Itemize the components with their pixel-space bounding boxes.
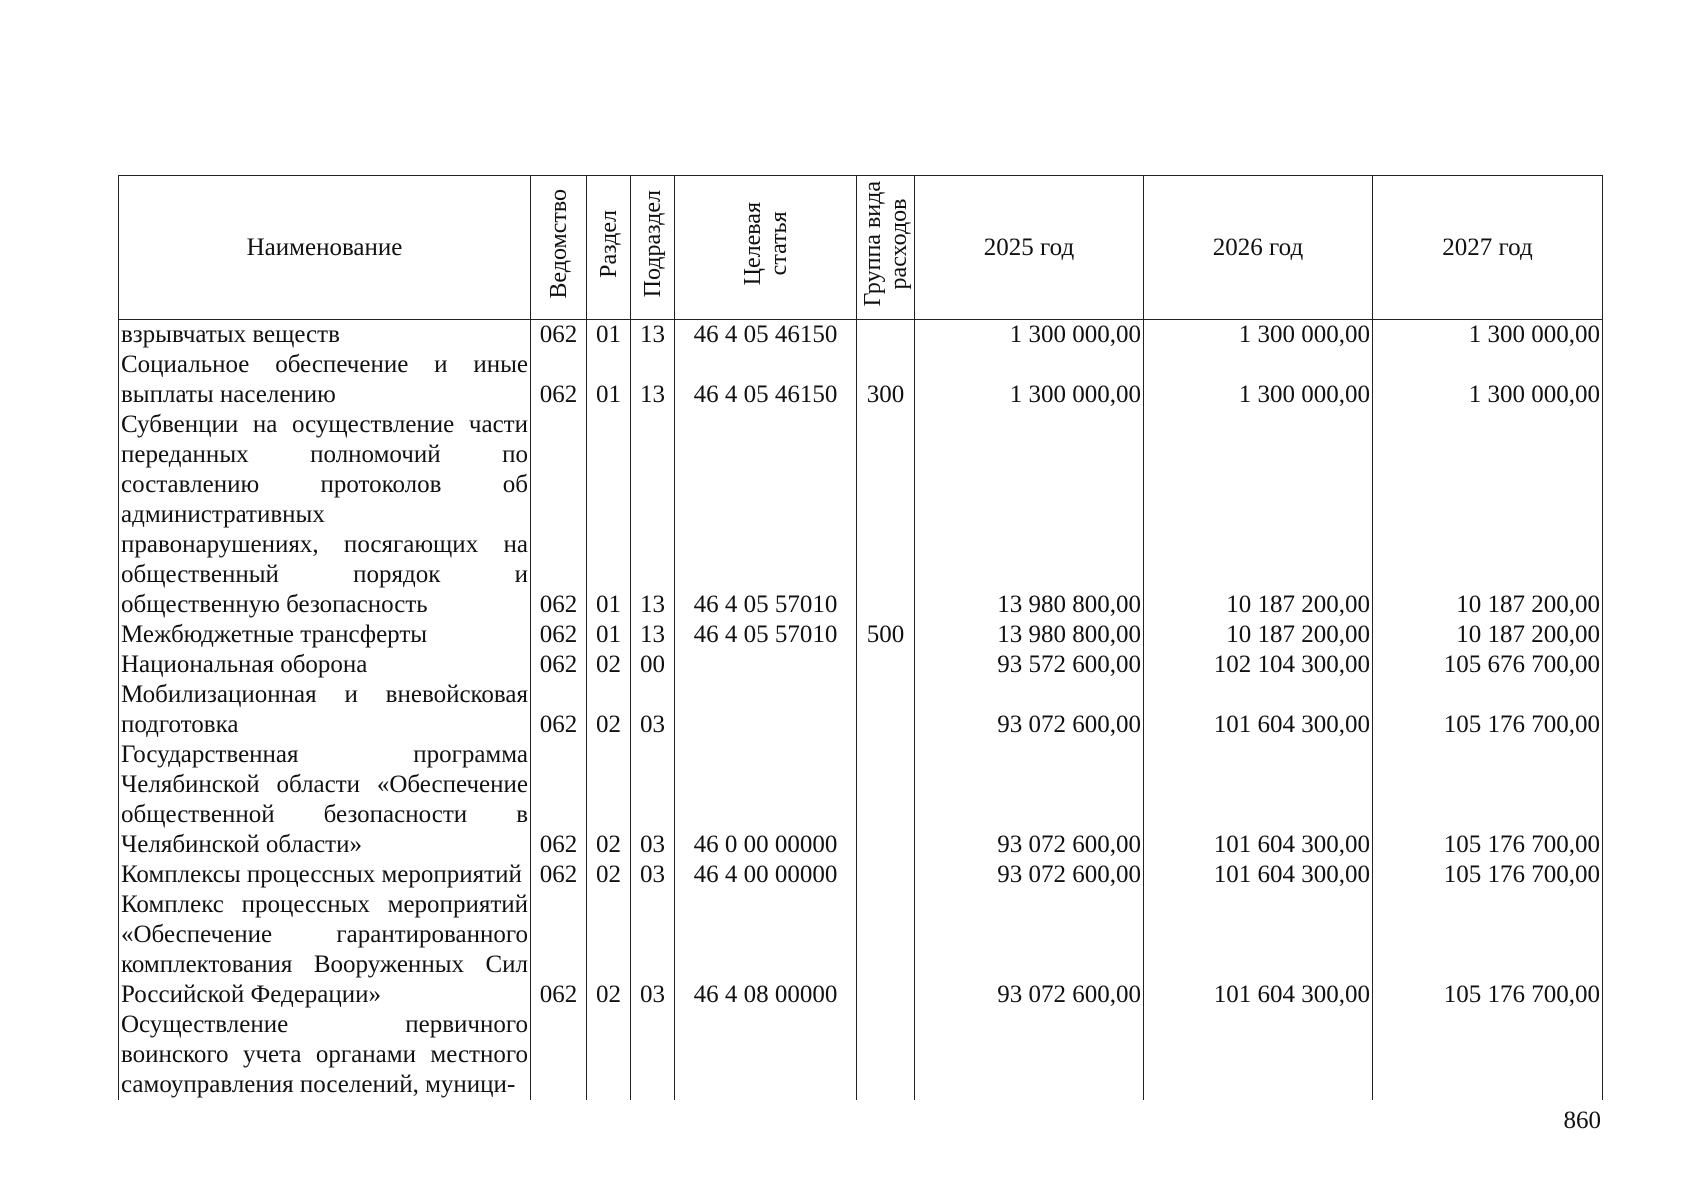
table-row [119,680,1603,740]
cell-vedomstvo: 062 [531,350,587,410]
cell-2026: 10 187 200,00 [1144,620,1373,650]
header-2027: 2027 год [1373,176,1603,320]
cell-2027: 1 300 000,00 [1373,320,1603,351]
cell-expense-group [857,860,915,890]
cell-2025 [915,1010,1144,1100]
cell-2025: 93 072 600,00 [915,680,1144,740]
cell-vedomstvo: 062 [531,860,587,890]
cell-name: Социальное обеспечение и иные выплаты населению [119,350,531,410]
cell-target-article: 46 4 08 00000 [675,890,857,1010]
cell-name: Субвенции на осуществление части переданных полномочий по составлению протоколов об административных правонарушениях, посягающих на общественный порядок и общественную безопасность [119,410,531,620]
cell-2025: 93 072 600,00 [915,740,1144,860]
cell-razdel: 02 [587,890,631,1010]
cell-expense-group [857,890,915,1010]
cell-vedomstvo: 062 [531,320,587,351]
page-number: 860 [1563,1107,1601,1134]
table-row [119,650,1603,680]
cell-expense-group [857,650,915,680]
table-row [119,1010,1603,1100]
table-header-row [119,176,1603,320]
cell-2027: 10 187 200,00 [1373,620,1603,650]
table-row [119,890,1603,1010]
cell-target-article: 46 4 05 57010 [675,620,857,650]
table-row [119,740,1603,860]
cell-podrazdel: 03 [631,860,675,890]
cell-expense-group [857,320,915,351]
cell-2026: 101 604 300,00 [1144,680,1373,740]
cell-podrazdel: 13 [631,410,675,620]
cell-2026: 101 604 300,00 [1144,740,1373,860]
cell-2027 [1373,1010,1603,1100]
cell-vedomstvo: 062 [531,890,587,1010]
cell-vedomstvo: 062 [531,650,587,680]
cell-podrazdel: 03 [631,740,675,860]
cell-expense-group [857,740,915,860]
cell-podrazdel [631,1010,675,1100]
cell-podrazdel: 13 [631,350,675,410]
cell-2025: 93 072 600,00 [915,860,1144,890]
budget-table [118,175,1603,1100]
cell-2027: 105 176 700,00 [1373,890,1603,1010]
cell-2025: 1 300 000,00 [915,320,1144,351]
cell-expense-group: 300 [857,350,915,410]
cell-razdel: 01 [587,620,631,650]
cell-vedomstvo: 062 [531,410,587,620]
cell-expense-group [857,410,915,620]
cell-name: Государственная программа Челябинской области «Обеспечение общественной безопасности в Челябинской области» [119,740,531,860]
cell-2026 [1144,1010,1373,1100]
cell-podrazdel: 13 [631,320,675,351]
cell-target-article: 46 4 05 46150 [675,320,857,351]
cell-2026: 101 604 300,00 [1144,860,1373,890]
cell-razdel: 02 [587,860,631,890]
cell-2026: 101 604 300,00 [1144,890,1373,1010]
cell-target-article: 46 0 00 00000 [675,740,857,860]
cell-name: Мобилизационная и вневойсковая подготовка [119,680,531,740]
cell-name: Комплексы процессных мероприятий [119,860,531,890]
cell-podrazdel: 03 [631,890,675,1010]
table-row [119,620,1603,650]
cell-name: взрывчатых веществ [119,320,531,351]
cell-2026: 1 300 000,00 [1144,320,1373,351]
cell-vedomstvo: 062 [531,680,587,740]
cell-razdel: 01 [587,350,631,410]
cell-name: Межбюджетные трансферты [119,620,531,650]
cell-razdel: 02 [587,680,631,740]
cell-2027: 105 676 700,00 [1373,650,1603,680]
header-podrazdel: Подраздел [631,176,675,320]
cell-2026: 10 187 200,00 [1144,410,1373,620]
header-name: Наименование [119,176,531,320]
cell-2027: 105 176 700,00 [1373,860,1603,890]
cell-podrazdel: 13 [631,620,675,650]
cell-podrazdel: 03 [631,680,675,740]
cell-2025: 1 300 000,00 [915,350,1144,410]
cell-podrazdel: 00 [631,650,675,680]
cell-razdel: 01 [587,320,631,351]
cell-expense-group: 500 [857,620,915,650]
cell-2027: 10 187 200,00 [1373,410,1603,620]
cell-target-article [675,1010,857,1100]
cell-2027: 1 300 000,00 [1373,350,1603,410]
header-2026: 2026 год [1144,176,1373,320]
cell-vedomstvo: 062 [531,620,587,650]
cell-razdel: 01 [587,410,631,620]
cell-target-article [675,680,857,740]
cell-razdel: 02 [587,650,631,680]
cell-vedomstvo [531,1010,587,1100]
cell-2025: 13 980 800,00 [915,410,1144,620]
cell-target-article: 46 4 05 57010 [675,410,857,620]
table-row [119,860,1603,890]
table-row [119,350,1603,410]
cell-2026: 1 300 000,00 [1144,350,1373,410]
header-razdel: Раздел [587,176,631,320]
cell-2025: 93 572 600,00 [915,650,1144,680]
cell-name: Осуществление первичного воинского учета органами местного самоуправления поселений, муници- [119,1010,531,1100]
cell-name: Комплекс процессных мероприятий «Обеспечение гарантированного комплектования Вооруженных Сил Российской Федерации» [119,890,531,1010]
header-expense-group: Группа вида расходов [857,176,915,320]
cell-2027: 105 176 700,00 [1373,740,1603,860]
cell-target-article: 46 4 05 46150 [675,350,857,410]
cell-razdel: 02 [587,740,631,860]
cell-target-article [675,650,857,680]
cell-razdel [587,1010,631,1100]
header-target-article: Целевая статья [675,176,857,320]
cell-2026: 102 104 300,00 [1144,650,1373,680]
cell-expense-group [857,1010,915,1100]
cell-2025: 93 072 600,00 [915,890,1144,1010]
cell-2025: 13 980 800,00 [915,620,1144,650]
table-row [119,320,1603,351]
header-vedomstvo: Ведомство [531,176,587,320]
cell-2027: 105 176 700,00 [1373,680,1603,740]
header-2025: 2025 год [915,176,1144,320]
cell-target-article: 46 4 00 00000 [675,860,857,890]
cell-expense-group [857,680,915,740]
table-row [119,410,1603,620]
cell-name: Национальная оборона [119,650,531,680]
cell-vedomstvo: 062 [531,740,587,860]
